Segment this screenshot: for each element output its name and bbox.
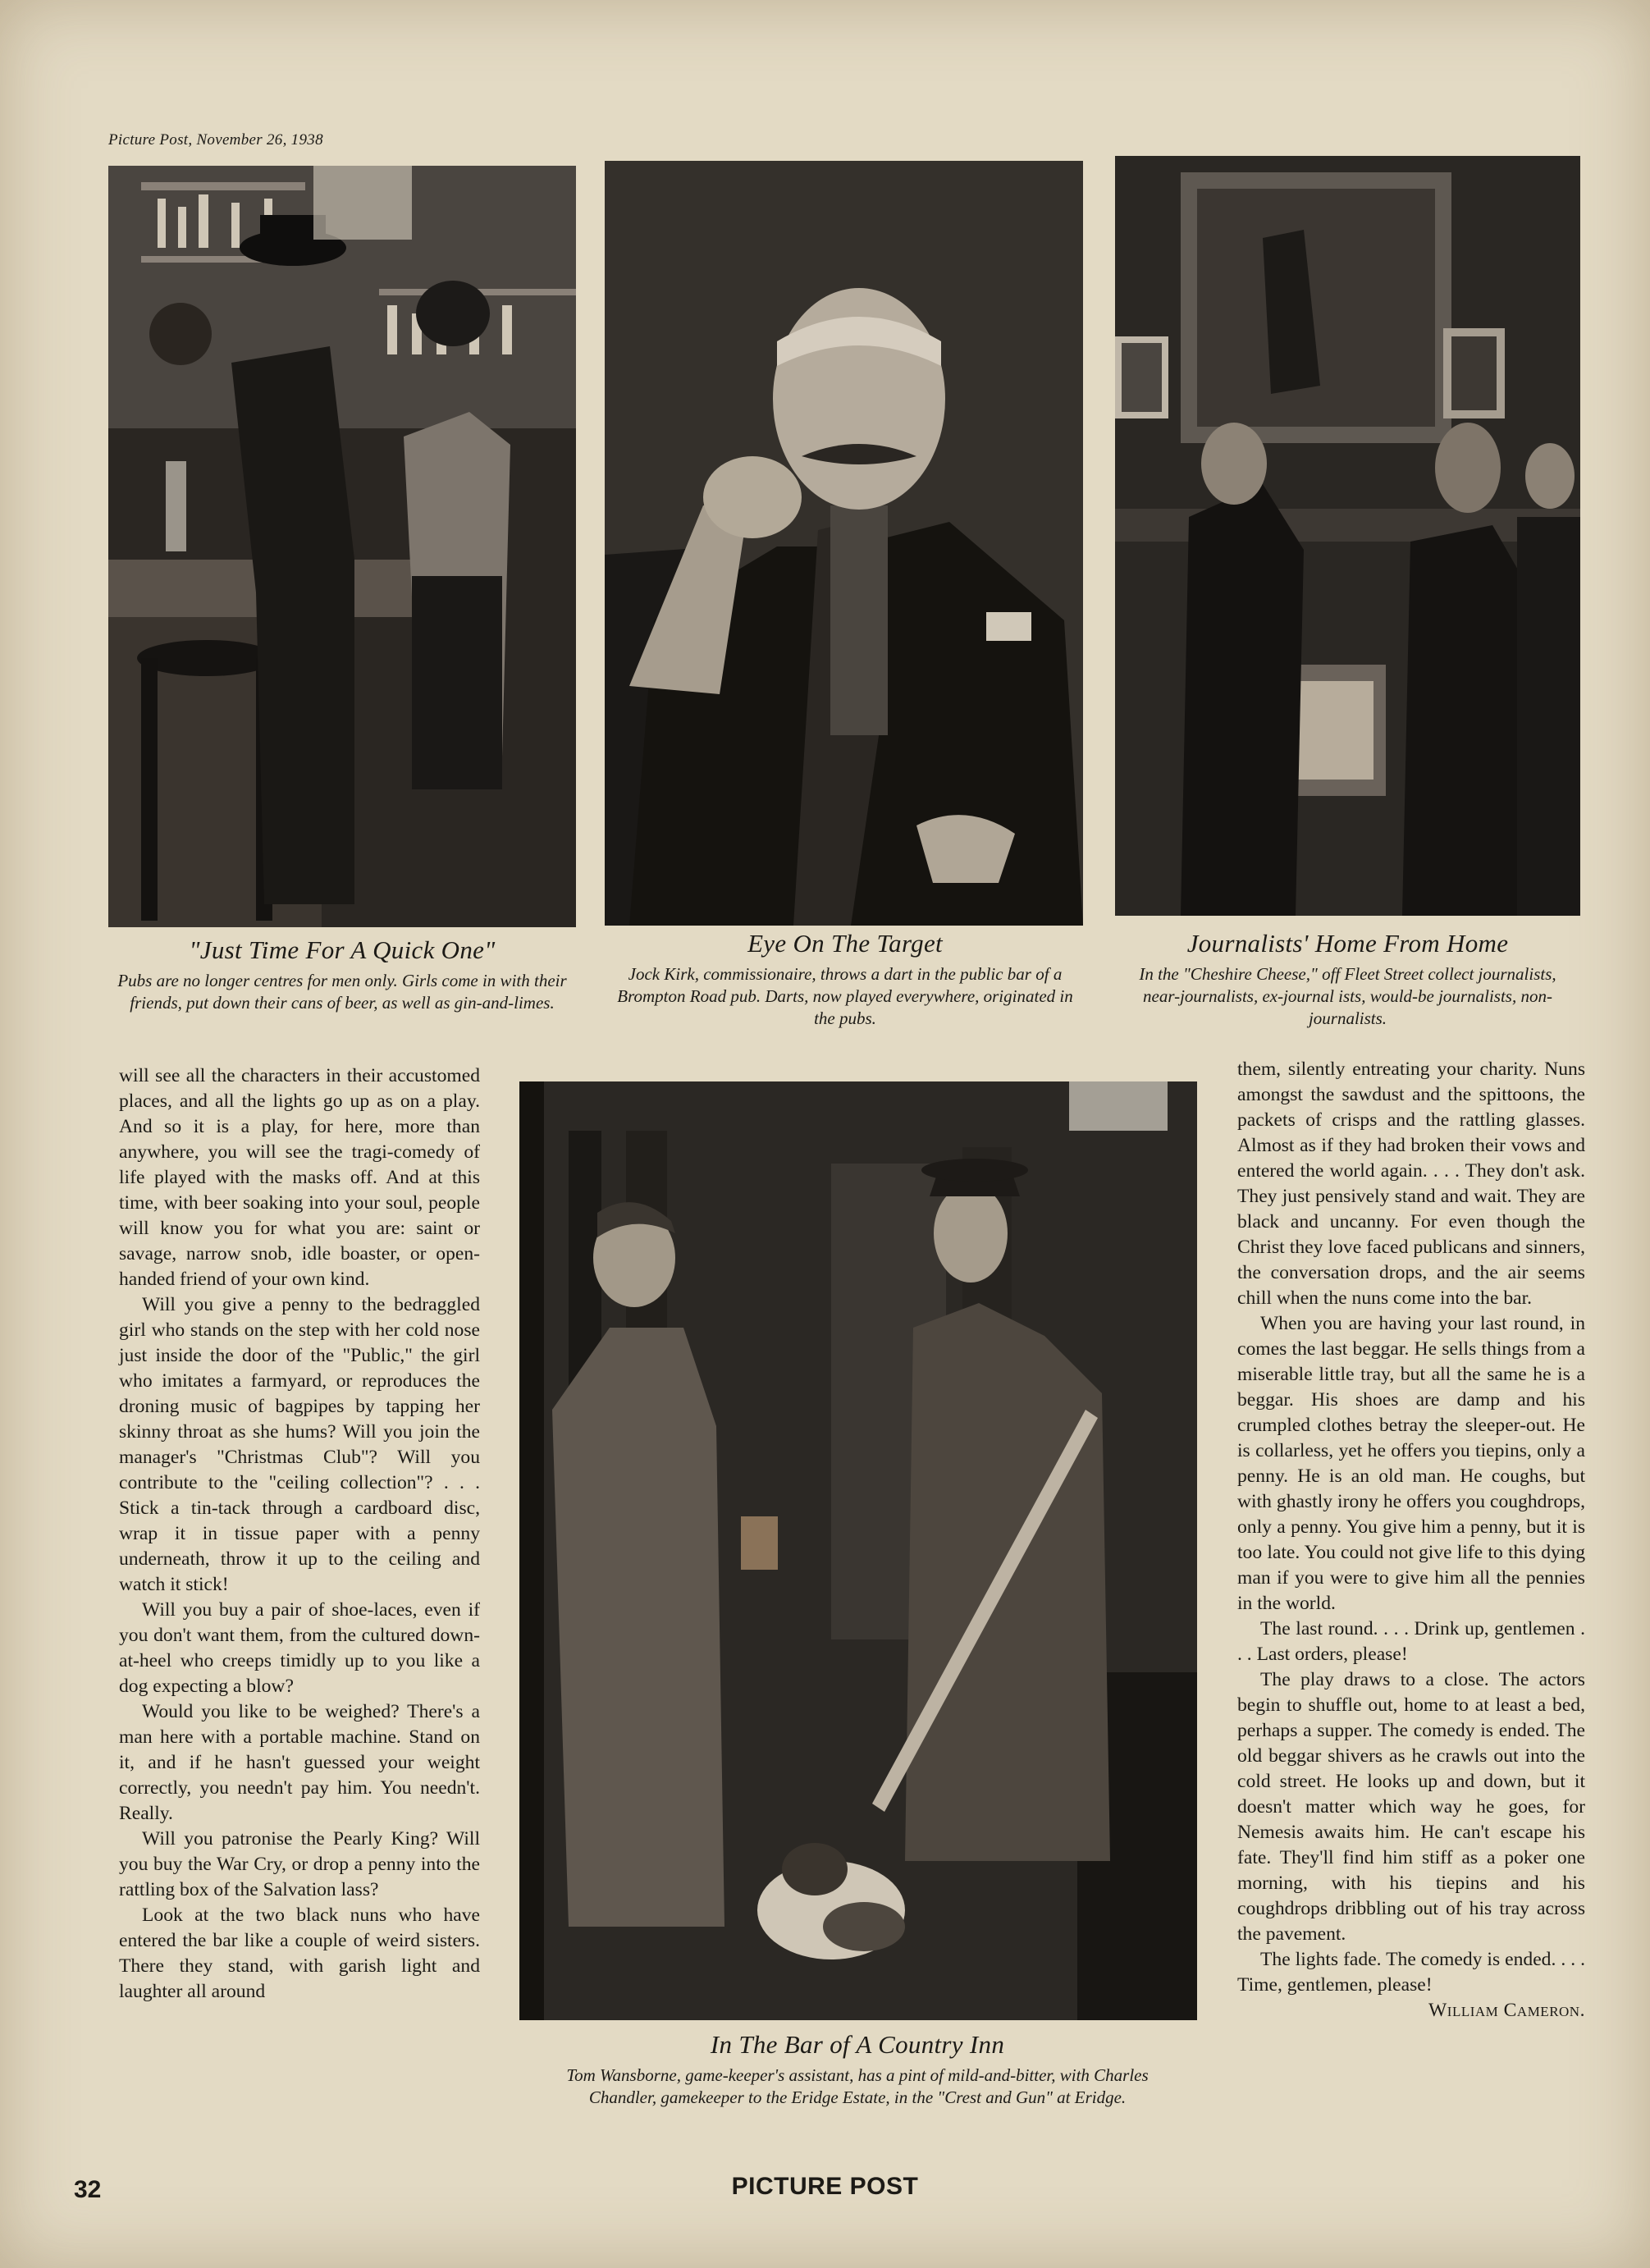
caption-country-inn — [551, 2030, 1163, 2109]
caption-title: Journalists' Home From Home — [1186, 929, 1509, 958]
footer-masthead: PICTURE POST — [731, 2173, 919, 2200]
running-head: Picture Post, November 26, 1938 — [108, 131, 323, 149]
article-left-column — [119, 1063, 480, 2005]
caption-body: In the "Cheshire Cheese," off Fleet Street collect journalists, near-journalists, ex-journal ists, would-be journalists, non-journalists. — [1139, 964, 1556, 1028]
article-paragraph: them, silently entreating your charity. Nuns amongst the sawdust and the spittoons, the packets of crisps and the rattling glasses. Almost as if they had broken their vows and entered the world again. . . . They don't ask. They just pensively stand and wait. They are black and uncanny. For even though the Christ they love faced publicans and sinners, the conversation drops, and the air seems chill when the nuns come into the bar. — [1237, 1059, 1585, 1309]
caption-title: In The Bar of A Country Inn — [710, 2030, 1005, 2059]
article-paragraph: will see all the characters in their accustomed places, and all the lights go up as on a play. And so it is a play, for here, more than anywhere, you will see the tragi-comedy of life played with the masks off. And at this time, with beer soaking into your soul, people will know you for what you are: saint or savage, narrow snob, idle boaster, or open-handed friend of your own kind. — [119, 1065, 480, 1290]
page-number: 32 — [74, 2176, 102, 2203]
article-paragraph: The last round. . . . Drink up, gentlemen . . . Last orders, please! — [1237, 1618, 1585, 1665]
caption-body: Jock Kirk, commissionaire, throws a dart in the public bar of a Brompton Road pub. Darts, now played everywhere, originated in the pubs. — [617, 964, 1073, 1028]
article-paragraph: Will you give a penny to the bedraggled girl who stands on the step with her cold nose just inside the door of the "Public," the girl who imitates a farmyard, or reproduces the droning music of bagpipes by tapping her skinny throat as she hums? Will you join the manager's "Christmas Club"? Will you contribute to the "ceiling collection"? . . . Stick a tin-tack through a cardboard disc, wrap it in tissue paper with a penny underneath, throw it up to the ceiling and watch it stick! — [119, 1294, 480, 1595]
article-paragraph: The play draws to a close. The actors begin to shuffle out, home to at least a bed, perhaps a supper. The comedy is ended. The old beggar shivers as he crawls out into the cold street. He looks up and down, but it doesn't matter which way he goes, for Nemesis awaits him. He can't escape his fate. They'll find him stiff as a poker one morning, with his tiepins and his coughdrops dribbling out of his tray across the pavement. — [1237, 1669, 1585, 1945]
article-paragraph: Look at the two black nuns who have entered the bar like a couple of weird sisters. There they stand, with garish light and laughter all around — [119, 1904, 480, 2002]
caption-quick-one — [108, 935, 576, 1014]
article-right-column — [1237, 1057, 1585, 2023]
caption-body: Tom Wansborne, game-keeper's assistant, has a pint of mild-and-bitter, with Charles Chandler, gamekeeper to the Eridge Estate, in the "Crest and Gun" at Eridge. — [566, 2065, 1149, 2107]
caption-journalists — [1124, 929, 1571, 1030]
article-paragraph: Will you buy a pair of shoe-laces, even if you don't want them, from the cultured down-at-heel who creeps timidly up to you like a dog expecting a blow? — [119, 1599, 480, 1697]
article-paragraph: Would you like to be weighed? There's a man here with a portable machine. Stand on it, and if he hasn't guessed your weight correctly, you needn't pay him. You needn't. Really. — [119, 1701, 480, 1824]
article-paragraph: When you are having your last round, in comes the last beggar. He sells things from a miserable little tray, but all the same he is a beggar. His shoes are damp and his crumpled clothes betray the sleeper-out. He is collarless, yet he offers you tiepins, only a penny. He is an old man. He coughs, but with ghastly irony he offers you coughdrops, only a penny. You give him a penny, but it is too late. You could not give life to this dying man if you were to give him all the pennies in the world. — [1237, 1313, 1585, 1614]
article-paragraph: The lights fade. The comedy is ended. . . . Time, gentlemen, please! — [1237, 1949, 1585, 1996]
photo-quick-one — [108, 166, 576, 927]
caption-eye-on-target — [615, 929, 1075, 1030]
photo-journalists — [1115, 156, 1580, 916]
caption-body: Pubs are no longer centres for men only. Girls come in with their friends, put down their cans of beer, as well as gin-and-limes. — [117, 971, 567, 1013]
photo-eye-on-target — [605, 161, 1083, 926]
article-paragraph: Will you patronise the Pearly King? Will you buy the War Cry, or drop a penny into the rattling box of the Salvation lass? — [119, 1828, 480, 1900]
caption-title: Eye On The Target — [747, 929, 943, 958]
caption-title: "Just Time For A Quick One" — [189, 935, 496, 964]
photo-country-inn — [519, 1081, 1197, 2020]
author-signature: William Cameron. — [1428, 2000, 1585, 2021]
